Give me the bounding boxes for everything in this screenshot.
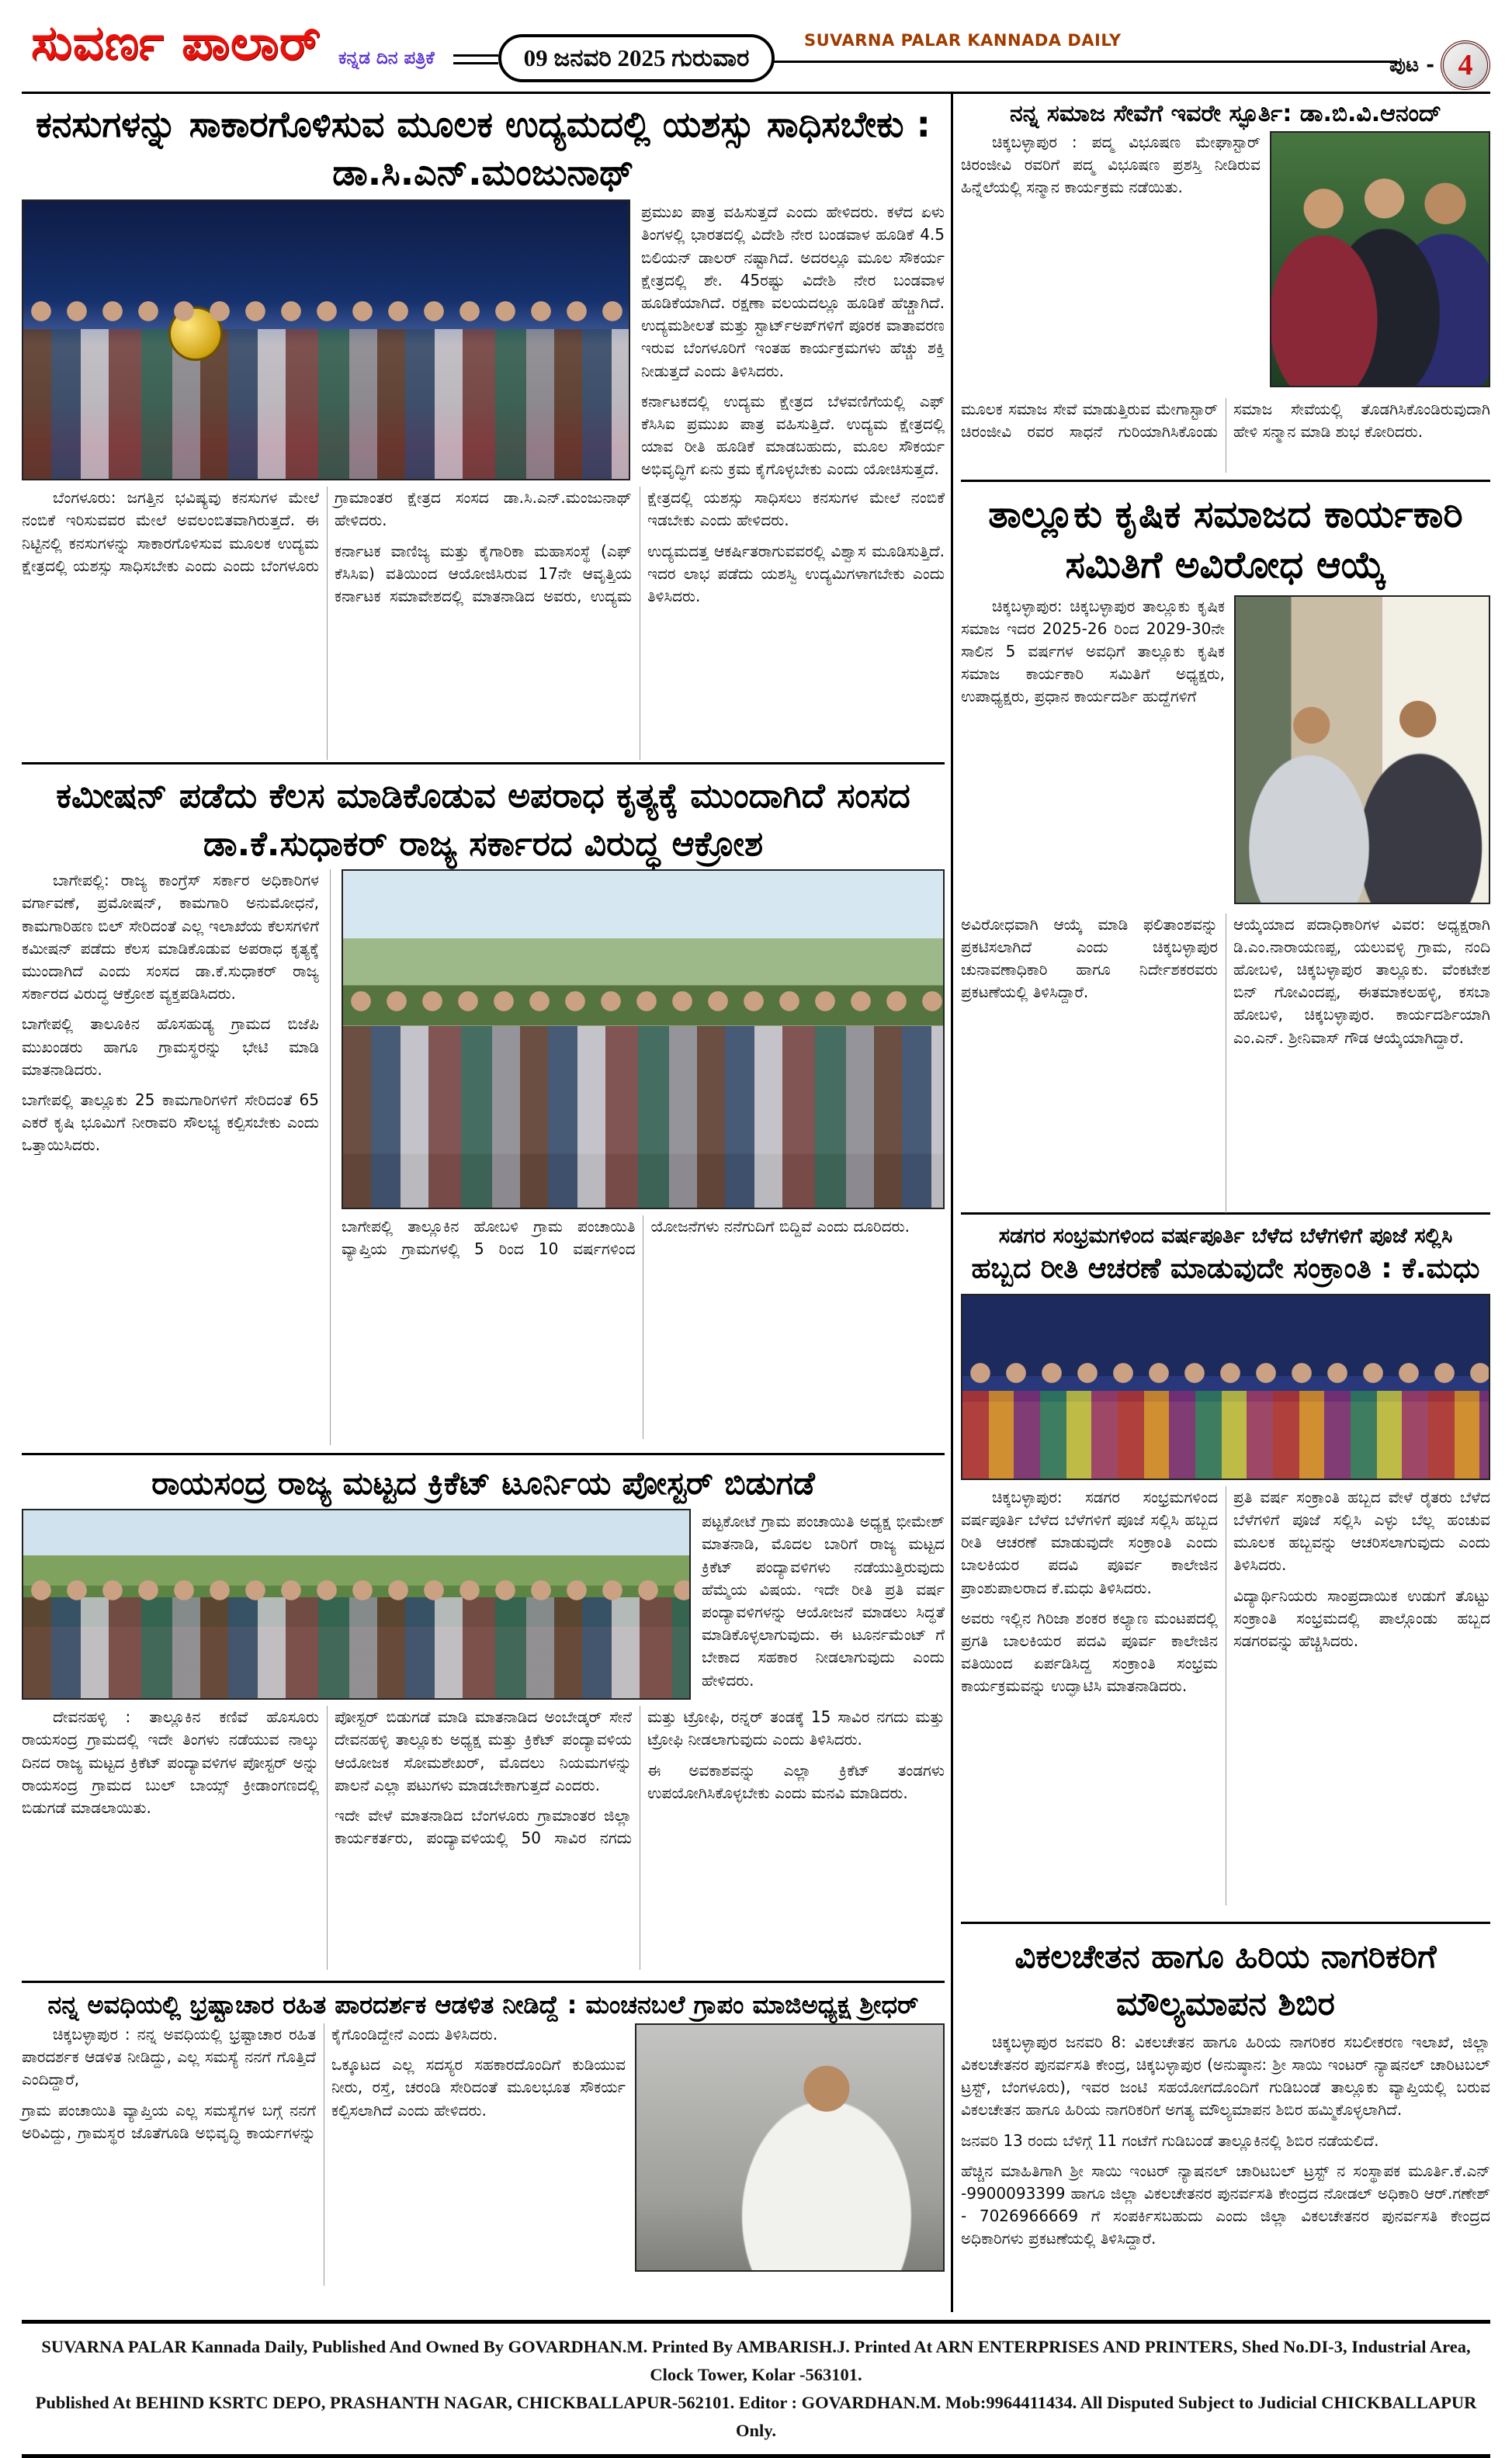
body-text: ಜನವರಿ 13 ರಂದು ಬೆಳಿಗ್ಗೆ 11 ಗಂಟೆಗೆ ಗುಡಿಬಂಡೆ ತಾಲ್ಲೂಕಿನಲ್ಲಿ ಶಿಬಿರ ನಡೆಯಲಿದೆ. [961, 2130, 1379, 2150]
article-headline: ಕಮೀಷನ್ ಪಡೆದು ಕೆಲಸ ಮಾಡಿಕೊಡುವ ಅಪರಾಧ ಕೃತ್ಯಕ್ಕೆ ಮುಂದಾಗಿದೆ ಸಂಸದ ಡಾ.ಕೆ.ಸುಧಾಕರ್ ರಾಜ್ಯ ಸರ್ಕಾರದ ವಿರುದ್ಧ ಆಕ್ರೋಶ [56, 776, 910, 864]
krishika-samaja-certificate-photo [1234, 595, 1490, 904]
masthead-rule [773, 61, 1397, 63]
newspaper-tagline: ಕನ್ನಡ ದಿನ ಪತ್ರಿಕೆ [338, 48, 435, 68]
article-columns [961, 398, 1490, 473]
page-number-badge: 4 [1441, 40, 1490, 90]
imprint-line-1: SUVARNA PALAR Kannada Daily, Published And Owned By GOVARDHAN.M. Printed By AMBARISH.J. Printed At ARN ENTERPRISES AND PRINTERS, Shed No.DI-3, Industrial Area, Clock Tower, Kolar -563101. [41, 2337, 1471, 2384]
article-manjunath [22, 94, 945, 764]
page-label: ಪುಟ - [1389, 53, 1434, 77]
body-text: ಚಿಕ್ಕಬಳ್ಳಾಪುರ: ಸಡಗರ ಸಂಭ್ರಮಗಳಿಂದ ವರ್ಷಪೂರ್ತಿ ಬೆಳೆದ ಬೆಳೆಗಳಿಗೆ ಪೂಜೆ ಸಲ್ಲಿಸಿ ಹಬ್ಬದ ರೀತಿ ಆಚರಣೆ ಮಾಡುವುದೇ ಸಂಕ್ರಾಂತಿ ಎಂದು ಬಾಲಕಿಯರ ಪದವಿ ಪೂರ್ವ ಕಾಲೇಜಿನ ಪ್ರಾಂಶುಪಾಲರಾದ ಕೆ.ಮಧು ತಿಳಿಸಿದರು. [961, 1487, 1218, 1597]
masthead [22, 0, 1490, 92]
body-text: ಕರ್ನಾಟಕ ವಾಣಿಜ್ಯ ಮತ್ತು ಕೈಗಾರಿಕಾ ಮಹಾಸಂಸ್ಥೆ (ಎಫ್ ಕೆಸಿಸಿಐ) ವತಿಯಿಂದ ಆಯೋಜಿಸಿರುವ 17ನೇ ಆವೃತ್ತಿಯ ಕರ್ನಾಟಕ ಸಮಾವೇಶದಲ್ಲಿ ಮಾತನಾಡಿದ ಅವರು, ಉದ್ಯಮ ಕ್ಷೇತ್ರದಲ್ಲಿ ಯಶಸ್ಸು ಸಾಧಿಸಲು ಕನಸುಗಳ ಮೇಲೆ ನಂಬಿಕೆ ಇಡಬೇಕು ಎಂದು ಹೇಳಿದರು. [335, 488, 945, 605]
article-column [22, 869, 331, 1445]
fkcci-summit-stage-photo [22, 199, 630, 480]
article-headline: ಹಬ್ಬದ ರೀತಿ ಆಚರಣೆ ಮಾಡುವುದೇ ಸಂಕ್ರಾಂತಿ : ಕೆ.ಮಧು [971, 1253, 1480, 1285]
article-headline: ನನ್ನ ಅವಧಿಯಲ್ಲಿ ಭ್ರಷ್ಟಾಚಾರ ರಹಿತ ಪಾರದರ್ಶಕ ಆಡಳಿತ ನೀಡಿದ್ದೆ : ಮಂಚನಬಲೆ ಗ್ರಾಪಂ ಮಾಜಿಅಧ್ಯಕ್ಷ ಶ್ರೀಧರ್ [47, 1990, 919, 2019]
left-zone [22, 94, 953, 2312]
body-text: ವಿದ್ಯಾರ್ಥಿನಿಯರು ಸಾಂಪ್ರದಾಯಿಕ ಉಡುಗೆ ತೊಟ್ಟು ಸಂಕ್ರಾಂತಿ ಸಂಭ್ರಮದಲ್ಲಿ ಪಾಲ್ಗೊಂಡು ಹಬ್ಬದ ಸಡಗರವನ್ನು ಹೆಚ್ಚಿಸಿದರು. [1233, 1586, 1490, 1651]
body-text: ಇದೇ ವೇಳೆ ಮಾತನಾಡಿದ ಬೆಂಗಳೂರು ಗ್ರಾಮಾಂತರ ಜಿಲ್ಲಾ ಕಾರ್ಯಕರ್ತರು, ಪಂದ್ಯಾವಳಿಯಲ್ಲಿ 50 ಸಾವಿರ ನಗದು ಮತ್ತು ಟ್ರೋಫಿ, ರನ್ನರ್ ತಂಡಕ್ಕೆ 15 ಸಾವಿರ ನಗದು ಮತ್ತು ಟ್ರೋಫಿ ನೀಡಲಾಗುವುದು ಎಂದು ತಿಳಿಸಿದರು. [335, 1707, 945, 1848]
body-text: ಮೂಲಕ ಸಮಾಜ ಸೇವೆ ಮಾಡುತ್ತಿರುವ ಮೇಗಾಸ್ಟಾರ್ ಚಿರಂಜೀವಿ ರವರ ಸಾಧನೆ ಗುರಿಯಾಗಿಸಿಕೊಂಡು ಸಮಾಜ ಸೇವೆಯಲ್ಲಿ ತೊಡಗಿಸಿಕೊಂಡಿರುವುದಾಗಿ ಹೇಳಿ ಸನ್ಮಾನ ಮಾಡಿ ಶುಭ ಕೋರಿದರು. [961, 400, 1490, 442]
article-headline: ನನ್ನ ಸಮಾಜ ಸೇವೆಗೆ ಇವರೇ ಸ್ಫೂರ್ತಿ: ಡಾ.ಬಿ.ವಿ.ಆನಂದ್ [1009, 100, 1442, 127]
article-photo-block [331, 869, 945, 1445]
body-text: ಹೆಚ್ಚಿನ ಮಾಹಿತಿಗಾಗಿ ಶ್ರೀ ಸಾಯಿ ಇಂಟರ್ ನ್ಯಾಷನಲ್ ಚಾರಿಟಬಲ್ ಟ್ರಸ್ಟ್ ನ ಸಂಸ್ಥಾಪಕ ಮೂರ್ತಿ.ಕೆ.ಎನ್ -9900093399 ಹಾಗೂ ಜಿಲ್ಲಾ ವಿಕಲಚೇತನರ ಪುನರ್ವಸತಿ ಕೇಂದ್ರದ ನೋಡಲ್ ಅಧಿಕಾರಿ ಆರ್.ಗಣೇಶ್ - 7026966669 ಗೆ ಸಂಪರ್ಕಿಸಬಹುದು ಎಂದು ಜಿಲ್ಲಾ ವಿಕಲಚೇತನರ ಪುನರ್ವಸತಿ ಕೇಂದ್ರದ ಅಧಿಕಾರಿಗಳು ಪ್ರಕಟಣೆಯಲ್ಲಿ ತಿಳಿಸಿದ್ದಾರೆ. [961, 2161, 1490, 2248]
article-sudhakar [22, 764, 945, 1455]
english-title: SUVARNA PALAR KANNADA DAILY [804, 31, 1122, 50]
body-text: ಬೆಂಗಳೂರು: ಜಗತ್ತಿನ ಭವಿಷ್ಯವು ಕನಸುಗಳ ಮೇಲೆ ನಂಬಿಕೆ ಇರಿಸುವವರ ಮೇಲೆ ಅವಲಂಬಿತವಾಗಿರುತ್ತದೆ. ಈ ನಿಟ್ಟಿನಲ್ಲಿ ಕನಸುಗಳನ್ನು ಸಾಕಾರಗೊಳಿಸುವ ಮೂಲಕ ಉದ್ಯಮ ಕ್ಷೇತ್ರದಲ್ಲಿ ಯಶಸ್ಸು ಸಾಧಿಸಬೇಕು ಎಂದು ಎಂದು ಬೆಂಗಳೂರು ಗ್ರಾಮಾಂತರ ಕ್ಷೇತ್ರದ ಸಂಸದ ಡಾ.ಸಿ.ಎನ್.ಮಂಜುನಾಥ್ ಹೇಳಿದರು. [22, 488, 632, 575]
article-anand [961, 94, 1490, 482]
body-text: ಬಾಗೇಪಲ್ಲಿ ತಾಲ್ಲೂಕು 25 ಕಾಮಗಾರಿಗಳಿಗೆ ಸೇರಿದಂತೆ 65 ಎಕರೆ ಕೃಷಿ ಭೂಮಿಗೆ ನೀರಾವರಿ ಸೌಲಭ್ಯ ಕಲ್ಪಿಸಬೇಕು ಎಂದು ಒತ್ತಾಯಿಸಿದರು. [22, 1090, 319, 1155]
article-column [691, 1509, 945, 1700]
masthead-double-rule [453, 54, 498, 64]
body-text: ಪಟ್ಟಕೋಟೆ ಗ್ರಾಮ ಪಂಚಾಯಿತಿ ಅಧ್ಯಕ್ಷ ಭೀಮೇಶ್ ಮಾತನಾಡಿ, ಮೊದಲ ಬಾರಿಗೆ ರಾಜ್ಯ ಮಟ್ಟದ ಕ್ರಿಕೆಟ್ ಪಂದ್ಯಾವಳಿಗಳು ನಡೆಯುತ್ತಿರುವುದು ಹೆಮ್ಮೆಯ ವಿಷಯ. ಇದೇ ರೀತಿ ಪ್ರತಿ ವರ್ಷ ಪಂದ್ಯಾವಳಿಗಳನ್ನು ಆಯೋಜನೆ ಮಾಡಲು ಸಿದ್ಧತೆ ಮಾಡಿಕೊಳ್ಳಲಾಗುವುದು. ಈ ಟೂರ್ನಮೆಂಟ್ ಗೆ ಬೇಕಾದ ಸಹಕಾರ ನೀಡಲಾಗುವುದು ಎಂದು ಹೇಳಿದರು. [702, 1512, 945, 1690]
bjp-leaders-group-photo [342, 869, 945, 1209]
article-headline: ರಾಯಸಂದ್ರ ರಾಜ್ಯ ಮಟ್ಟದ ಕ್ರಿಕೆಟ್ ಟೂರ್ನಿಯ ಪೋಸ್ಟರ್ ಬಿಡುಗಡೆ [151, 1465, 815, 1502]
body-text: ಚಿಕ್ಕಬಳ್ಳಾಪುರ ಜನವರಿ 8: ವಿಕಲಚೇತನ ಹಾಗೂ ಹಿರಿಯ ನಾಗರಿಕರ ಸಬಲೀಕರಣ ಇಲಾಖೆ, ಜಿಲ್ಲಾ ವಿಕಲಚೇತನರ ಪುನರ್ವಸತಿ ಕೇಂದ್ರ, ಚಿಕ್ಕಬಳ್ಳಾಪುರ (ಅನುಷ್ಠಾನ: ಶ್ರೀ ಸಾಯಿ ಇಂಟರ್ ನ್ಯಾಷನಲ್ ಚಾರಿಟಬಲ್ ಟ್ರಸ್ಟ್, ಬೆಂಗಳೂರು), ಇವರ ಜಂಟಿ ಸಹಯೋಗದೊಂದಿಗೆ ಗುಡಿಬಂಡೆ ತಾಲ್ಲೂಕು ವ್ಯಾಪ್ತಿಯಲ್ಲಿ ಬರುವ ವಿಕಲಚೇತನ ಹಾಗೂ ಹಿರಿಯ ನಾಗರಿಕರಿಗೆ ಅಗತ್ಯ ಮೌಲ್ಯಮಾಪನ ಶಿಬಿರ ಹಮ್ಮಿಕೊಳ್ಳಲಾಗಿದೆ. [961, 2032, 1490, 2120]
body-text: ಪೋಸ್ಟರ್ ಬಿಡುಗಡೆ ಮಾಡಿ ಮಾತನಾಡಿದ ಅಂಬೇಡ್ಕರ್ ಸೇನೆ ದೇವನಹಳ್ಳಿ ತಾಲ್ಲೂಕು ಅಧ್ಯಕ್ಷ ಮತ್ತು ಕ್ರಿಕೆಟ್ ಪಂದ್ಯಾವಳಿಯ ಆಯೋಜಕ ಸೋಮಶೇಖರ್, ಮೊದಲು ನಿಯಮಗಳನ್ನು ಪಾಲನೆ ಎಲ್ಲಾ ಪಟುಗಳು ಮಾಡಬೇಕಾಗುತ್ತದೆ ಎಂದರು. [335, 1707, 632, 1794]
body-text: ಪ್ರತಿ ವರ್ಷ ಸಂಕ್ರಾಂತಿ ಹಬ್ಬದ ವೇಳೆ ರೈತರು ಬೆಳೆದ ಬೆಳೆಗಳಿಗೆ ಪೂಜೆ ಸಲ್ಲಿಸಿ ಎಳ್ಳು ಬೆಲ್ಲ ಹಂಚುವ ಮೂಲಕ ಹಬ್ಬವನ್ನು ಆಚರಿಸಲಾಗುವುದು ಎಂದು ತಿಳಿಸಿದರು. [1233, 1487, 1490, 1575]
body-text: ಈ ಅವಕಾಶವನ್ನು ಎಲ್ಲಾ ಕ್ರಿಕೆಟ್ ತಂಡಗಳು ಉಪಯೋಗಿಸಿಕೊಳ್ಳಬೇಕು ಎಂದು ಮನವಿ ಮಾಡಿದರು. [647, 1760, 945, 1802]
article-columns [961, 1486, 1490, 1905]
award-plaque-icon [168, 307, 223, 361]
article-column [630, 199, 945, 480]
newspaper-title: ಸುವರ್ಣ ಪಾಲಾರ್ [31, 14, 321, 71]
body-text: ಚಿಕ್ಕಬಳ್ಳಾಪುರ : ಪದ್ಮ ವಿಭೂಷಣ ಮೇಘಾಸ್ಟಾರ್ ಚಿರಂಜೀವಿ ರವರಿಗೆ ಪದ್ಮ ವಿಭೂಷಣ ಪ್ರಶಸ್ತಿ ನೀಡಿರುವ ಹಿನ್ನೆಲೆಯಲ್ಲಿ ಸನ್ಮಾನ ಕಾರ್ಯಕ್ರಮ ನಡೆಯಿತು. [961, 133, 1261, 197]
felicitation-garland-photo [1270, 131, 1490, 387]
article-sankranti [961, 1215, 1490, 1924]
right-zone [953, 94, 1490, 2312]
article-cricket [22, 1455, 945, 1983]
article-column [961, 2031, 1490, 2312]
sridhar-office-photo [635, 2023, 945, 2272]
article-sridhar [22, 1983, 945, 2309]
body-text: ಉದ್ಯಮದತ್ತ ಆಕರ್ಷಿತರಾಗುವವರಲ್ಲಿ ವಿಶ್ವಾಸ ಮೂಡಿಸುತ್ತಿದೆ. ಇದರ ಲಾಭ ಪಡೆದು ಯಶಸ್ವಿ ಉದ್ಯಮಿಗಳಾಗಬೇಕು ಎಂದು ತಿಳಿಸಿದರು. [647, 541, 945, 605]
article-columns [342, 1215, 945, 1439]
body-text: ದೇವನಹಳ್ಳಿ : ತಾಲ್ಲೂಕಿನ ಕಣಿವೆ ಹೊಸೂರು ರಾಯಸಂದ್ರ ಗ್ರಾಮದಲ್ಲಿ ಇದೇ ತಿಂಗಳು ನಡೆಯುವ ನಾಲ್ಕು ದಿನದ ರಾಜ್ಯ ಮಟ್ಟದ ಕ್ರಿಕೆಟ್ ಪಂದ್ಯಾವಳಿಗಳ ಪೋಸ್ಟರ್ ಅನ್ನು ರಾಯಸಂದ್ರ ಗ್ರಾಮದ ಬುಲ್ ಬಾಯ್ಸ್ ಕ್ರೀಡಾಂಗಣದಲ್ಲಿ ಬಿಡುಗಡೆ ಮಾಡಲಾಯಿತು. [22, 1707, 319, 1818]
masthead-right [773, 0, 1490, 92]
article-columns [22, 1706, 945, 1970]
page-info [1389, 40, 1490, 90]
body-text: ಚಿಕ್ಕಬಳ್ಳಾಪುರ: ಚಿಕ್ಕಬಳ್ಳಾಪುರ ತಾಲ್ಲೂಕು ಕೃಷಿಕ ಸಮಾಜ ಇದರ 2025-26 ರಿಂದ 2029-30ನೇ ಸಾಲಿನ 5 ವರ್ಷಗಳ ಅವಧಿಗೆ ತಾಲ್ಲೂಕು ಕೃಷಿಕ ಸಮಾಜ ಕಾರ್ಯಕಾರಿ ಸಮಿತಿಗೆ ಅಧ್ಯಕ್ಷರು, ಉಪಾಧ್ಯಕ್ಷರು, ಪ್ರಧಾನ ಕಾರ್ಯದರ್ಶಿ ಹುದ್ದೆಗಳಿಗೆ [961, 596, 1225, 706]
date-pill: 09 ಜನವರಿ 2025 ಗುರುವಾರ [498, 34, 775, 82]
body-text: ಬಾಗೇಪಲ್ಲಿ: ರಾಜ್ಯ ಕಾಂಗ್ರೆಸ್ ಸರ್ಕಾರ ಅಧಿಕಾರಿಗಳ ವರ್ಗಾವಣೆ, ಪ್ರಮೋಷನ್, ಕಾಮಗಾರಿ ಅನುಮೋಧನೆ, ಕಾಮಗಾರಿಹಣ ಬಿಲ್ ಸೇರಿದಂತೆ ಎಲ್ಲ ಇಲಾಖೆಯ ಕೆಲಸಗಳಿಗೆ ಕಮೀಷನ್ ಪಡೆದು ಕೆಲಸ ಮಾಡಿಕೊಡುವ ಅಪರಾಧ ಕೃತ್ಯಕ್ಕೆ ಮುಂದಾಗಿದೆ ಎಂದು ಸಂಸದ ಡಾ.ಕೆ.ಸುಧಾಕರ್ ರಾಜ್ಯ ಸರ್ಕಾರದ ವಿರುದ್ಧ ಆಕ್ರೋಶ ವ್ಯಕ್ತಪಡಿಸಿದರು. [22, 871, 319, 1004]
body-text: ಚಿಕ್ಕಬಳ್ಳಾಪುರ : ನನ್ನ ಅವಧಿಯಲ್ಲಿ ಭ್ರಷ್ಟಾಚಾರ ರಹಿತ ಪಾರದರ್ಶಕ ಆಡಳಿತ ನೀಡಿದ್ದು, ಎಲ್ಲ ಸಮಸ್ಯೆ ನನಗೆ ಗೊತ್ತಿದೆ ಎಂದಿದ್ದಾರೆ, [22, 2025, 316, 2089]
imprint-footer [22, 2320, 1490, 2458]
cricket-poster-release-photo [22, 1509, 691, 1700]
imprint-line-2: Published At BEHIND KSRTC DEPO, PRASHANTH NAGAR, CHICKBALLAPUR-562101. Editor : GOVARDHAN.M. Mob:9964411434. All Disputed Subject to Judicial CHICKBALLAPUR Only. [35, 2393, 1477, 2440]
body-text: ಅವಿರೋಧವಾಗಿ ಆಯ್ಕೆ ಮಾಡಿ ಫಲಿತಾಂಶವನ್ನು ಪ್ರಕಟಿಸಲಾಗಿದೆ ಎಂದು ಚಿಕ್ಕಬಳ್ಳಾಪುರ ಚುನಾವಣಾಧಿಕಾರಿ ಹಾಗೂ ನಿರ್ದೇಶಕರವರು ಪ್ರಕಟಣೆಯಲ್ಲಿ ತಿಳಿಸಿದ್ದಾರೆ. [961, 914, 1218, 1002]
body-text: ಒಕ್ಕೂಟದ ಎಲ್ಲ ಸದಸ್ಯರ ಸಹಕಾರದೊಂದಿಗೆ ಕುಡಿಯುವ ನೀರು, ರಸ್ತೆ, ಚರಂಡಿ ಸೇರಿದಂತೆ ಮೂಲಭೂತ ಸೌಕರ್ಯ ಕಲ್ಪಿಸಲಾಗಿದೆ ಎಂದು ಹೇಳಿದರು. [331, 2055, 626, 2120]
sankranti-college-group-photo [961, 1294, 1490, 1480]
body-text: ಆಯ್ಕೆಯಾದ ಪದಾಧಿಕಾರಿಗಳ ವಿವರ: ಅಧ್ಯಕ್ಷರಾಗಿ ಡಿ.ಎಂ.ನಾರಾಯಣಪ್ಪ, ಯಲುವಳ್ಳಿ ಗ್ರಾಮ, ನಂದಿ ಹೋಬಳಿ, ಚಿಕ್ಕಬಳ್ಳಾಪುರ ತಾಲ್ಲೂಕು. ವೆಂಕಟೇಶ ಬಿನ್ ಗೋವಿಂದಪ್ಪ, ಈತಮಾಕಲಹಳ್ಳಿ, ಕಸಬಾ ಹೋಬಳಿ, ಚಿಕ್ಕಬಳ್ಳಾಪುರ. ಕಾರ್ಯದರ್ಶಿಯಾಗಿ ಎಂ.ಎನ್. ಶ್ರೀನಿವಾಸ್ ಗೌಡ ಆಯ್ಕೆಯಾಗಿದ್ದಾರೆ. [1233, 914, 1490, 1047]
article-krishika [961, 482, 1490, 1215]
article-column [961, 131, 1270, 393]
article-columns [961, 914, 1490, 1213]
body-text: ಗ್ರಾಮ ಪಂಚಾಯಿತಿ ವ್ಯಾಪ್ತಿಯ ಎಲ್ಲ ಸಮಸ್ಯೆಗಳ ಬಗ್ಗೆ ನನಗೆ ಅರಿವಿದ್ದು, ಗ್ರಾಮಸ್ಥರ ಜೊತೆಗೂಡಿ ಅಭಿವೃದ್ಧಿ ಕಾರ್ಯಗಳನ್ನು ಕೈಗೊಂಡಿದ್ದೇನೆ ಎಂದು ತಿಳಿಸಿದರು. [22, 2025, 498, 2142]
article-columns [22, 2023, 635, 2286]
body-text: ಬಾಗೇಪಲ್ಲಿ ತಾಲ್ಲೂಕಿನ ಹೋಬಳಿ ಗ್ರಾಮ ಪಂಚಾಯಿತಿ ವ್ಯಾಪ್ತಿಯ ಗ್ರಾಮಗಳಲ್ಲಿ 5 ರಿಂದ 10 ವರ್ಷಗಳಿಂದ ಯೋಜನೆಗಳು ನನೆಗುದಿಗೆ ಬಿದ್ದಿವೆ ಎಂದು ದೂರಿದರು. [342, 1217, 910, 1259]
article-column [961, 595, 1234, 907]
body-text: ಪ್ರಮುಖ ಪಾತ್ರ ವಹಿಸುತ್ತದೆ ಎಂದು ಹೇಳಿದರು. ಕಳೆದ ಏಳು ತಿಂಗಳಲ್ಲಿ ಭಾರತದಲ್ಲಿ ವಿದೇಶಿ ನೇರ ಬಂಡವಾಳ ಹೂಡಿಕೆ 4.5 ಬಿಲಿಯನ್ ಡಾಲರ್ ನಷ್ಟಾಗಿದೆ. ಅದರಲ್ಲೂ ಮೂಲ ಸೌಕರ್ಯ ಕ್ಷೇತ್ರದಲ್ಲಿ ಶೇ. 45ರಷ್ಟು ವಿದೇಶಿ ನೇರ ಬಂಡವಾಳ ಹೂಡಿಕೆಯಾಗಿದೆ. ರಕ್ಷಣಾ ವಲಯದಲ್ಲೂ ಹೂಡಿಕೆ ಹೆಚ್ಚಾಗಿದೆ. ಉದ್ಯಮಶೀಲತೆ ಮತ್ತು ಸ್ಟಾರ್ಟ್‌ಅಪ್‌ಗಳಿಗೆ ಪೂರಕ ವಾತಾವರಣ ಇರುವ ಬೆಂಗಳೂರಿಗೆ ಇಂತಹ ಕಾರ್ಯಕ್ರಮಗಳು ಹೆಚ್ಚು ಶಕ್ತಿ ನೀಡುತ್ತದೆ ಎಂದು ತಿಳಿಸಿದರು. [641, 203, 945, 380]
article-headline: ತಾಲ್ಲೂಕು ಕೃಷಿಕ ಸಮಾಜದ ಕಾರ್ಯಕಾರಿ ಸಮಿತಿಗೆ ಅವಿರೋಧ ಆಯ್ಕೆ [988, 493, 1463, 587]
body-text: ಬಾಗೇಪಲ್ಲಿ ತಾಲೂಕಿನ ಹೊಸಹುಡ್ಯ ಗ್ರಾಮದ ಬಿಜೆಪಿ ಮುಖಂಡರು ಹಾಗೂ ಗ್ರಾಮಸ್ಥರನ್ನು ಭೇಟಿ ಮಾಡಿ ಮಾತನಾಡಿದರು. [22, 1014, 319, 1079]
content-area [22, 92, 1490, 2312]
body-text: ಕರ್ನಾಟಕದಲ್ಲಿ ಉದ್ಯಮ ಕ್ಷೇತ್ರದ ಬೆಳವಣಿಗೆಯಲ್ಲಿ ಎಫ್ ಕೆಸಿಸಿಐ ಪ್ರಮುಖ ಪಾತ್ರ ವಹಿಸುತ್ತಿದೆ. ಉದ್ಯಮ ಕ್ಷೇತ್ರದಲ್ಲಿ ಯಾವ ರೀತಿ ಹೂಡಿಕೆ ಮಾಡಬಹುದು, ಮೂಲ ಸೌಕರ್ಯ ಅಭಿವೃದ್ಧಿಗೆ ಏನು ಕ್ರಮ ಕೈಗೊಳ್ಳಬೇಕು ಎಂದು ಯೋಚಿಸುತ್ತದೆ. [641, 391, 945, 479]
body-text: ಅವರು ಇಲ್ಲಿನ ಗಿರಿಜಾ ಶಂಕರ ಕಲ್ಯಾಣ ಮಂಟಪದಲ್ಲಿ ಪ್ರಗತಿ ಬಾಲಕಿಯರ ಪದವಿ ಪೂರ್ವ ಕಾಲೇಜಿನ ವತಿಯಿಂದ ಏರ್ಪಡಿಸಿದ್ದ ಸಂಕ್ರಾಂತಿ ಸಂಭ್ರಮ ಕಾರ್ಯಕ್ರಮವನ್ನು ಉದ್ಘಾಟಿಸಿ ಮಾತನಾಡಿದರು. [961, 1608, 1218, 1696]
article-kicker: ಸಡಗರ ಸಂಭ್ರಮಗಳಿಂದ ವರ್ಷಪೂರ್ತಿ ಬೆಳೆದ ಬೆಳೆಗಳಿಗೆ ಪೂಜೆ ಸಲ್ಲಿಸಿ [998, 1224, 1453, 1248]
article-shibira [961, 1924, 1490, 2312]
article-columns [22, 487, 945, 760]
article-headline: ಕನಸುಗಳನ್ನು ಸಾಕಾರಗೊಳಿಸುವ ಮೂಲಕ ಉದ್ಯಮದಲ್ಲಿ ಯಶಸ್ಸು ಸಾಧಿಸಬೇಕು : ಡಾ.ಸಿ.ಎನ್.ಮಂಜುನಾಥ್ [36, 103, 931, 194]
article-headline: ವಿಕಲಚೇತನ ಹಾಗೂ ಹಿರಿಯ ನಾಗರಿಕರಿಗೆ ಮೌಲ್ಯಮಾಪನ ಶಿಬಿರ [1014, 1937, 1437, 2023]
